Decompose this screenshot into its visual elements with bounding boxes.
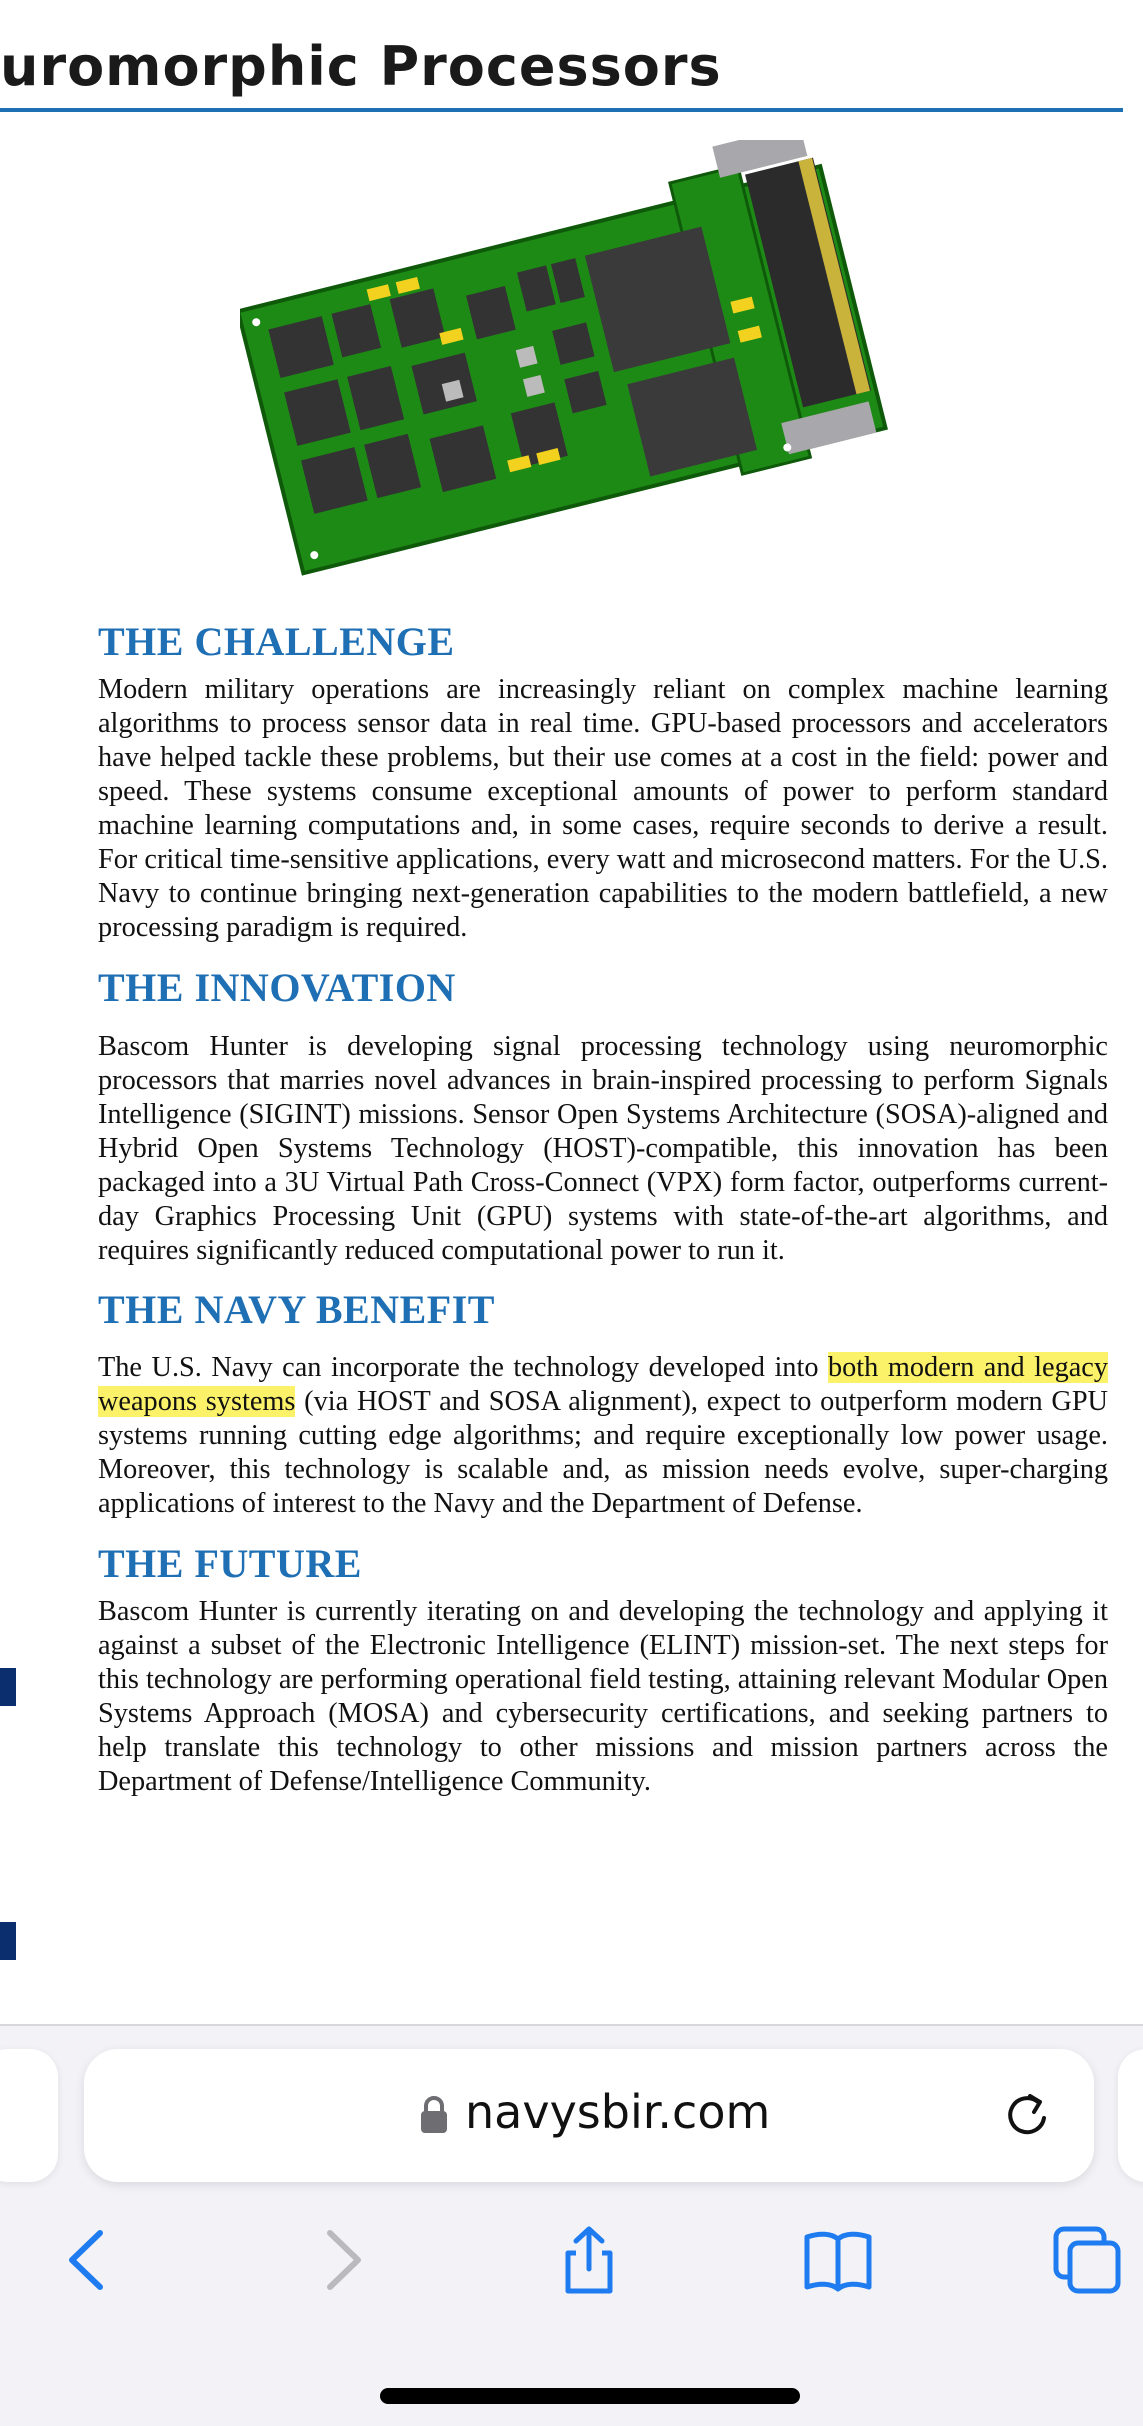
- section-body-navy-benefit: [98, 1351, 1108, 1521]
- body-text-part: The U.S. Navy can incorporate the technology developed into: [98, 1352, 828, 1383]
- share-icon[interactable]: [554, 2225, 624, 2295]
- section-heading-innovation: THE INNOVATION: [98, 965, 456, 1010]
- next-tab-preview[interactable]: [1118, 2049, 1143, 2182]
- section-heading-future: THE FUTURE: [98, 1541, 362, 1586]
- section-body-future: Bascom Hunter is currently iterating on and developing the technology and applying it against a subset of the Electronic Intelligence (ELINT) mission-set. The next steps for this technology are performing operational field testing, attaining relevant Modular Open Systems Approach (MOSA) and cybersecurity certifications, and seeking partners to help translate this technology to other missions and mission partners across the Department of Defense/Intelligence Community.: [98, 1596, 1108, 1797]
- highlighted-text: both modern and legacy weapons systems: [98, 1352, 1108, 1417]
- url-text[interactable]: navysbir.com: [465, 2085, 771, 2139]
- section-heading-challenge: THE CHALLENGE: [98, 619, 455, 664]
- reload-icon[interactable]: [1000, 2088, 1056, 2144]
- section-body-challenge: Modern military operations are increasingly reliant on complex machine learning algorithms to process sensor data in real time. GPU-based processors and accelerators have helped tackle these problems, but their use comes at a cost in the field: power and speed. These systems consume exceptional amounts of power to perform standard machine learning computations and, in some cases, require seconds to derive a result. For critical time-sensitive applications, every watt and microsecond matters. For the U.S. Navy to continue bringing next-generation capabilities to the modern battlefield, a new processing paradigm is required.: [98, 674, 1108, 943]
- section-heading-navy-benefit: THE NAVY BENEFIT: [98, 1287, 495, 1332]
- bookmarks-icon[interactable]: [803, 2225, 873, 2295]
- body-text-part: (via HOST and SOSA alignment), expect to outperform modern GPU systems running cutting edge algorithms; and require exceptionally low power usage. Moreover, this technology is scalable and, as mission needs evolve, super-charging applications of interest to the Navy and the Department of Defense.: [98, 1386, 1108, 1519]
- forward-icon[interactable]: [308, 2225, 378, 2295]
- lock-icon: [418, 2095, 450, 2135]
- edge-marker: [0, 1922, 16, 1960]
- section-body-innovation: Bascom Hunter is developing signal processing technology using neuromorphic processors that marries novel advances in brain-inspired processing to perform Signals Intelligence (SIGINT) missions. Sensor Open Systems Architecture (SOSA)-aligned and Hybrid Open Systems Technology (HOST)-compatible, this innovation has been packaged into a 3U Virtual Path Cross-Connect (VPX) form factor, outperforms current-day Graphics Processing Unit (GPU) systems with state-of-the-art algorithms, and requires significantly reduced computational power to run it.: [98, 1031, 1108, 1266]
- page-title: uromorphic Processors: [0, 35, 722, 98]
- edge-marker: [0, 1668, 16, 1706]
- home-indicator[interactable]: [380, 2388, 800, 2404]
- previous-tab-preview[interactable]: [0, 2049, 58, 2182]
- title-rule: [0, 108, 1123, 112]
- tabs-icon[interactable]: [1052, 2225, 1122, 2295]
- back-icon[interactable]: [52, 2225, 122, 2295]
- circuit-board-image: [240, 140, 920, 580]
